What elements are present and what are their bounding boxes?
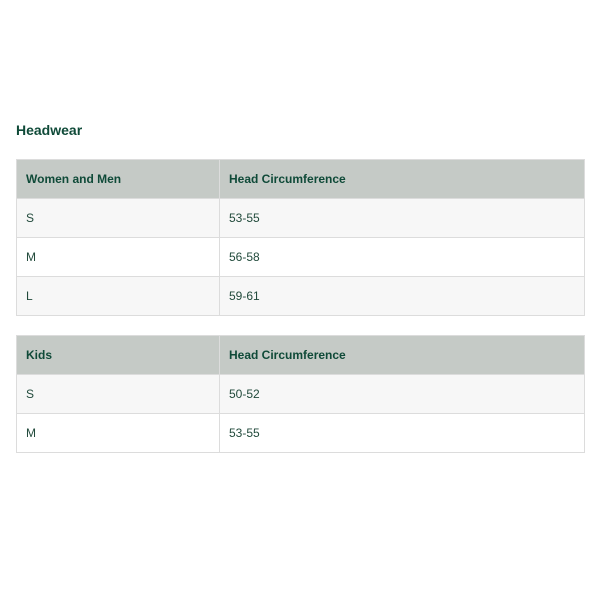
adults-size-table bbox=[16, 159, 585, 316]
table-row bbox=[17, 199, 585, 238]
circumference-cell: 53-55 bbox=[220, 199, 585, 238]
circumference-cell: 53-55 bbox=[220, 414, 585, 453]
circumference-cell: 59-61 bbox=[220, 277, 585, 316]
table-row bbox=[17, 277, 585, 316]
table-row bbox=[17, 375, 585, 414]
column-header-head-circumference: Head Circumference bbox=[220, 160, 585, 199]
size-cell: L bbox=[17, 277, 220, 316]
size-cell: M bbox=[17, 414, 220, 453]
size-cell: M bbox=[17, 238, 220, 277]
circumference-cell: 56-58 bbox=[220, 238, 585, 277]
column-header-kids: Kids bbox=[17, 336, 220, 375]
section-title: Headwear bbox=[16, 122, 83, 138]
table-row bbox=[17, 414, 585, 453]
kids-size-table bbox=[16, 335, 585, 453]
column-header-head-circumference: Head Circumference bbox=[220, 336, 585, 375]
size-cell: S bbox=[17, 199, 220, 238]
table-header-row bbox=[17, 160, 585, 199]
size-cell: S bbox=[17, 375, 220, 414]
table-row bbox=[17, 238, 585, 277]
column-header-size: Women and Men bbox=[17, 160, 220, 199]
table-header-row bbox=[17, 336, 585, 375]
circumference-cell: 50-52 bbox=[220, 375, 585, 414]
